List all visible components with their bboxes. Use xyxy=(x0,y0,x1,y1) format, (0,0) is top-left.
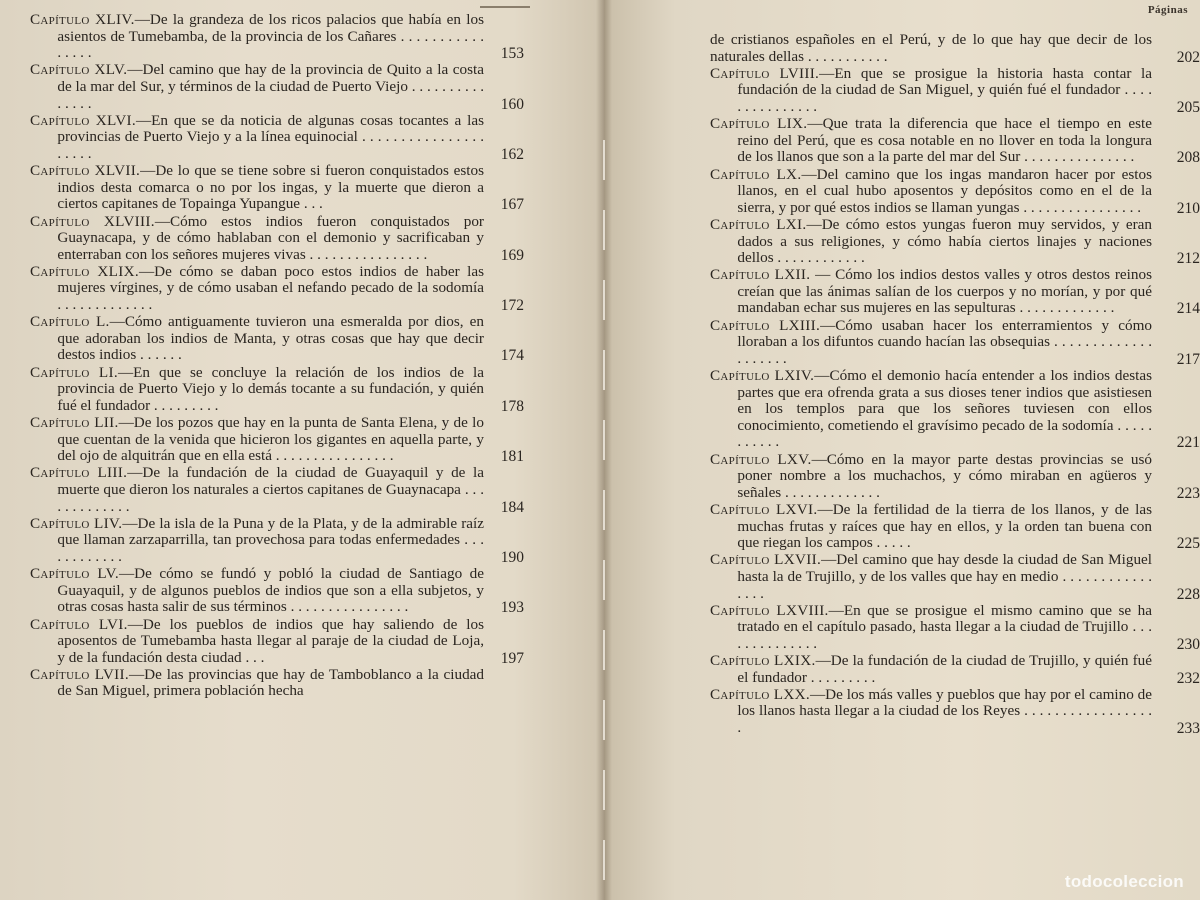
toc-entry xyxy=(710,653,1200,686)
page-number: 167 xyxy=(500,196,524,214)
toc-entry xyxy=(710,603,1200,653)
chapter-label: Capítulo LXII. xyxy=(710,266,811,284)
chapter-title: —De la isla de la Puna y de la Plata, y de la admirable raíz que llaman zarzaparrilla, tan provechosa para todas enfermedades . . . . . . . . . . . . xyxy=(57,514,484,565)
page-number: 228 xyxy=(1176,585,1200,603)
chapter-label: Capítulo LIII. xyxy=(30,464,128,482)
left-toc-list xyxy=(30,11,524,700)
chapter-label: Capítulo LIV. xyxy=(30,514,123,532)
toc-entry xyxy=(710,66,1200,116)
page-number: 190 xyxy=(500,548,524,566)
chapter-label: Capítulo XLIX. xyxy=(30,262,139,280)
chapter-title: —Cómo usaban hacer los enterramientos y cómo lloraban a los difuntos cuando hacían las obsequias . . . . . . . . . . . . . . . . . . . . xyxy=(737,316,1152,367)
page-number: 225 xyxy=(1176,535,1200,553)
page-number: 214 xyxy=(1176,300,1200,318)
toc-entry xyxy=(30,565,524,617)
toc-entry xyxy=(710,167,1200,217)
chapter-title: —De la fertilidad de la tierra de los llanos, y de las muchas frutas y raíces que hay en ellos, y la orden tan buena con que riegan los campos . . . . . xyxy=(737,500,1152,552)
page-number: 217 xyxy=(1176,350,1200,368)
chapter-title: —De cómo se daban poco estos indios de haber las mujeres vírgines, y de cómo usaban el nefando pecado de la sodomía . . . . . . . . . . . . . xyxy=(57,262,484,314)
toc-entry xyxy=(710,552,1200,602)
page-number: 208 xyxy=(1176,149,1200,167)
toc-entry xyxy=(710,368,1200,451)
chapter-title: —Que trata la diferencia que hace el tiempo en este reino del Perú, que es cosa notable en no llover en toda la longura de los llanos que son a la parte del mar del Sur . . . . . . . . . . . . . . . xyxy=(737,115,1153,166)
chapter-label: Capítulo LXVII. xyxy=(710,551,822,569)
chapter-title: —En que se prosigue el mismo camino que se ha tratado en el capítulo pasado, hasta llegar a la ciudad de Trujillo . . . . . . . . . . . . . . xyxy=(737,601,1152,652)
toc-entry xyxy=(30,212,524,264)
chapter-title: — Cómo los indios destos valles y otros destos reinos creían que las ánimas salían de los cuerpos y no morían, y por qué mandaban echar sus mujeres en las sepulturas . . . . . . . . . . . . . xyxy=(737,266,1152,317)
toc-entry xyxy=(710,116,1200,166)
chapter-label: Capítulo XLVII. xyxy=(30,162,141,180)
binding-stitch xyxy=(603,140,605,880)
chapter-label: Capítulo LII. xyxy=(30,414,119,431)
chapter-title: —Del camino que hay de la provincia de Quito a la costa de la mar del Sur, y términos de la ciudad de Puerto Viejo . . . . . . . . . . . . . . . xyxy=(57,61,484,112)
page-number: 162 xyxy=(500,145,524,163)
right-page xyxy=(604,0,1200,900)
toc-entry xyxy=(30,262,524,315)
chapter-title: —En que se da noticia de algunas cosas tocantes a las provincias de Puerto Viejo y a la línea equinocial . . . . . . . . . . . . . . . . . . . . . xyxy=(57,111,484,162)
chapter-title: —De lo que se tiene sobre si fueron conquistados estos indios desta comarca o no por los ingas, y la muerte que dieron a ciertos capitanes de Topainga Yupangue . . . xyxy=(57,162,484,213)
chapter-title: —De los más valles y pueblos que hay por el camino de los llanos hasta llegar a la ciudad de los Reyes . . . . . . . . . . . . . . . . . . xyxy=(737,685,1152,737)
page-number: 178 xyxy=(500,397,524,415)
chapter-label: Capítulo LXX. xyxy=(710,685,810,703)
toc-entry xyxy=(30,514,524,566)
chapter-title: de cristianos españoles en el Perú, y de lo que hay que decir de los naturales dellas . . . . . . . . . . . xyxy=(710,31,1152,65)
toc-entry xyxy=(30,363,524,415)
page-number: 221 xyxy=(1176,434,1200,452)
chapter-title: —Del camino que hay desde la ciudad de San Miguel hasta la de Trujillo, y de los valles que hay en medio . . . . . . . . . . . . . . . . xyxy=(737,551,1152,602)
page-number: 160 xyxy=(500,95,524,113)
running-head: Páginas xyxy=(1147,4,1188,16)
toc-entry xyxy=(30,162,524,214)
chapter-label: Capítulo LIX. xyxy=(710,115,808,133)
toc-entry xyxy=(710,687,1200,737)
chapter-title: —De las provincias que hay de Tamboblanco a la ciudad de San Miguel, primera población hecha xyxy=(57,665,484,700)
chapter-title: —De los pueblos de indios que hay saliendo de los aposentos de Tumebamba hasta llegar al paraje de la ciudad de Loja, y de la fundación desta ciudad . . . xyxy=(57,615,485,666)
toc-entry xyxy=(30,615,524,667)
page-number: 233 xyxy=(1176,720,1200,738)
toc-entry xyxy=(30,61,524,113)
chapter-label: Capítulo LXIV. xyxy=(710,367,815,385)
page-number: 230 xyxy=(1176,635,1200,653)
chapter-label: Capítulo LXIII. xyxy=(710,316,821,334)
chapter-title: —Cómo estos indios fueron conquistados por Guaynacapa, y de cómo hablaban con el demonio y sacrificaban y enterraban con los señores mujeres vivas . . . . . . . . . . . . . . . . xyxy=(57,212,484,263)
chapter-title: —De cómo se fundó y pobló la ciudad de Santiago de Guayaquil, y de algunos pueblos de indios que son a ella subjetos, y otras cosas hasta salir de sus términos . . . . . . . . . . . . . . . . xyxy=(57,565,485,616)
toc-entry xyxy=(30,313,524,365)
chapter-title: —En que se concluye la relación de los indios de la provincia de Puerto Viejo y lo demás tocante a su fundación, y quién fué el fundador . . . . . . . . . xyxy=(57,363,484,414)
chapter-label: Capítulo LXI. xyxy=(710,215,807,233)
chapter-label: Capítulo XLVI. xyxy=(30,111,136,129)
chapter-label: Capítulo XLVIII. xyxy=(30,212,155,230)
chapter-label: Capítulo LVIII. xyxy=(710,64,820,82)
page-number: 223 xyxy=(1176,484,1200,502)
toc-entry xyxy=(710,267,1200,317)
chapter-label: Capítulo LV. xyxy=(30,565,119,583)
toc-entry xyxy=(710,452,1200,502)
toc-entry xyxy=(710,217,1200,267)
watermark: todocoleccion xyxy=(1064,872,1184,891)
chapter-label: Capítulo L. xyxy=(30,313,110,331)
toc-entry xyxy=(30,414,524,466)
right-toc-list xyxy=(710,32,1200,737)
chapter-label: Capítulo LVII. xyxy=(30,665,129,683)
chapter-title: —De la fundación de la ciudad de Trujillo, y quién fué el fundador . . . . . . . . . xyxy=(737,652,1152,686)
toc-entry xyxy=(30,667,484,700)
toc-entry xyxy=(710,318,1200,368)
chapter-title: —De la grandeza de los ricos palacios que había en los asientos de Tumebamba, de la provincia de los Cañares . . . . . . . . . . . . . . . . xyxy=(57,11,484,62)
chapter-label: Capítulo LXVIII. xyxy=(710,601,829,619)
chapter-title: —De los pozos que hay en la punta de Santa Elena, y de lo que cuentan de la venida que hicieron los gigantes en aquella parte, y del ojo de alquitrán que en ella está . . . . . . . . . . . . . . . . xyxy=(57,414,484,465)
chapter-label: Capítulo XLIV. xyxy=(30,11,135,28)
chapter-label: Capítulo LXVI. xyxy=(710,500,818,518)
chapter-title: —De la fundación de la ciudad de Guayaquil y de la muerte que dieron los naturales a ciertos capitanes de Guaynacapa . . . . . . . . . . . . . xyxy=(57,464,484,515)
page-number: 174 xyxy=(500,347,524,365)
page-number: 212 xyxy=(1176,250,1200,268)
chapter-title: —De cómo estos yungas fueron muy servidos, y eran dados a sus religiones, y cómo había ciertos linajes y naciones dellos . . . . . . . . . . . . xyxy=(737,215,1152,267)
page-number: 202 xyxy=(1176,48,1200,66)
chapter-title: —Del camino que los ingas mandaron hacer por estos llanos, en el cual hubo aposentos y depósitos como en el de la sierra, y por qué estos indios se llaman yungas . . . . . . . . . . . . . . . . xyxy=(737,165,1152,216)
chapter-title: —Cómo en la mayor parte destas provincias se usó poner nombre a los muchachos, y cómo miraban en agüeros y señales . . . . . . . . . . . . . xyxy=(737,450,1152,501)
page-number: 169 xyxy=(500,246,524,264)
chapter-title: —Cómo el demonio hacía entender a los indios destas partes que era ofrenda grata a sus dioses tener indios que asistiesen en los templos para que los señores tuviesen con ellos conocimiento, cometiendo el gravísimo pecado de la sodomía . . . . . . . . . . . xyxy=(737,367,1152,451)
toc-entry xyxy=(710,502,1200,552)
chapter-label: Capítulo LI. xyxy=(30,363,118,381)
toc-entry xyxy=(30,464,524,516)
chapter-title: —En que se prosigue la historia hasta contar la fundación de la ciudad de San Miguel, y quién fué el fundador . . . . . . . . . . . . . . . xyxy=(737,64,1153,115)
chapter-title: —Cómo antiguamente tuvieron una esmeralda por dios, en que adoraban los indios de Manta, y otras cosas que hay que decir destos indios . . . . . . xyxy=(57,313,484,364)
toc-entry xyxy=(710,32,1200,65)
page-number: 153 xyxy=(500,45,524,63)
toc-entry xyxy=(30,11,524,63)
chapter-label: Capítulo XLV. xyxy=(30,61,128,79)
page-number: 197 xyxy=(500,649,524,667)
page-number: 181 xyxy=(500,448,524,466)
page-number: 172 xyxy=(500,297,524,315)
page-number: 232 xyxy=(1176,669,1200,687)
page-number: 210 xyxy=(1176,199,1200,217)
chapter-label: Capítulo LXV. xyxy=(710,450,812,468)
chapter-label: Capítulo LVI. xyxy=(30,615,128,633)
page-number: 193 xyxy=(500,599,524,617)
top-rule xyxy=(480,0,530,8)
toc-entry xyxy=(30,111,524,163)
page-number: 184 xyxy=(500,498,524,516)
chapter-label: Capítulo LXIX. xyxy=(710,652,816,670)
chapter-label: Capítulo LX. xyxy=(710,165,802,183)
page-number: 205 xyxy=(1176,98,1200,116)
